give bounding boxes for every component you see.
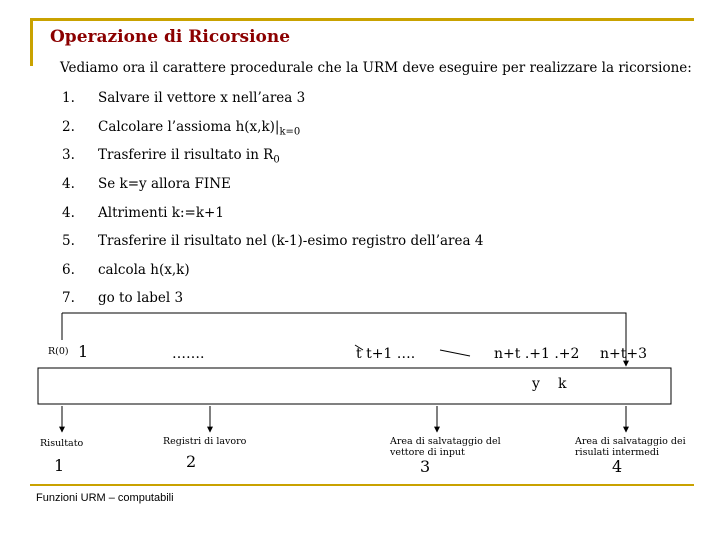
y-label: y <box>532 376 540 392</box>
area-4-caption-1: Area di salvataggio dei <box>575 436 686 447</box>
t-labels: t t+1 …. <box>356 346 416 362</box>
area-1-caption: Risultato <box>40 438 84 449</box>
arrow-to-tape <box>440 350 470 356</box>
area-1-number: 1 <box>54 456 65 475</box>
area-4-caption-2: risulati intermedi <box>575 447 660 458</box>
step-text: Altrimenti k:=k+1 <box>98 205 224 221</box>
step-text: Trasferire il risultato nel (k-1)-esimo registro dell’area 4 <box>98 233 484 249</box>
work-dots-label: ……. <box>172 346 205 362</box>
step-number: 4. <box>62 176 75 192</box>
step-number: 4. <box>62 205 75 221</box>
step-subscript: k=0 <box>279 126 301 138</box>
step-number: 7. <box>62 290 75 306</box>
area-3-number: 3 <box>420 457 431 476</box>
step-text-main: Calcolare l’assioma h(x,k)| <box>98 119 280 135</box>
r0-label: R(0) <box>48 346 69 357</box>
step-number: 3. <box>62 147 75 163</box>
step-subscript: 0 <box>273 154 280 166</box>
intro-text: Vediamo ora il carattere procedurale che la URM deve eseguire per realizzare la ricorsione: <box>60 60 692 76</box>
n-labels: n+t .+1 .+2 <box>494 346 580 362</box>
area-3-caption-1: Area di salvataggio del <box>390 436 501 447</box>
step-text: Salvare il vettore x nell’area 3 <box>98 90 306 106</box>
footer-text: Funzioni URM – computabili <box>36 492 174 504</box>
step-text: go to label 3 <box>98 290 184 306</box>
step-text: Se k=y allora FINE <box>98 176 231 192</box>
step-text: calcola h(x,k) <box>98 262 190 278</box>
nt3-label: n+t+3 <box>600 346 648 362</box>
step-number: 6. <box>62 262 75 278</box>
area-3-caption-2: vettore di input <box>390 447 465 458</box>
area-4-number: 4 <box>612 457 623 476</box>
register-tape <box>38 368 671 404</box>
step-text-main: Trasferire il risultato in R <box>98 147 274 163</box>
step-number: 1. <box>62 90 75 106</box>
k-label: k <box>558 376 567 392</box>
area-2-caption: Registri di lavoro <box>163 436 247 447</box>
slide-title: Operazione di Ricorsione <box>50 27 291 47</box>
cell-one-label: 1 <box>78 342 89 361</box>
step-number: 5. <box>62 233 75 249</box>
step-number: 2. <box>62 119 75 135</box>
area-2-number: 2 <box>186 452 197 471</box>
